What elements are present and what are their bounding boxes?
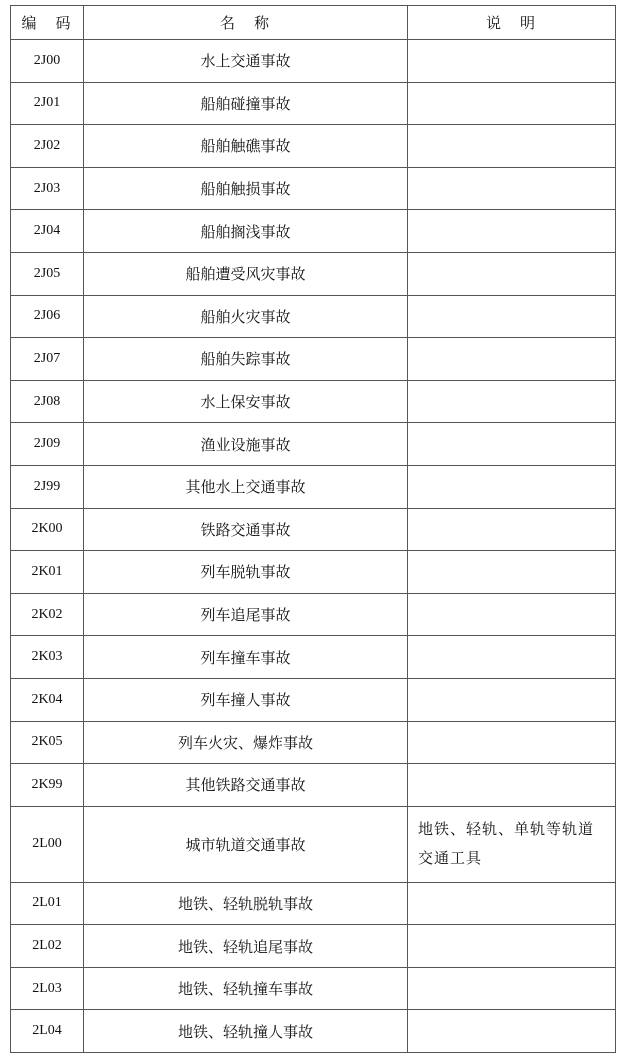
- table-row: [11, 82, 616, 125]
- header-note: 说 明: [408, 6, 616, 40]
- code-cell: 2J02: [11, 125, 84, 168]
- note-cell: [408, 967, 616, 1010]
- name-cell: 列车脱轨事故: [84, 551, 408, 594]
- table-row: [11, 40, 616, 83]
- note-cell: [408, 551, 616, 594]
- table-row: [11, 380, 616, 423]
- note-cell: [408, 210, 616, 253]
- note-cell: [408, 125, 616, 168]
- note-cell: [408, 252, 616, 295]
- table-row: [11, 338, 616, 381]
- table-row: [11, 551, 616, 594]
- accident-code-table: [10, 5, 616, 1053]
- note-cell: [408, 593, 616, 636]
- note-cell: [408, 636, 616, 679]
- name-cell: 船舶搁浅事故: [84, 210, 408, 253]
- code-cell: 2J09: [11, 423, 84, 466]
- table-row: [11, 252, 616, 295]
- code-cell: 2J08: [11, 380, 84, 423]
- code-cell: 2K04: [11, 678, 84, 721]
- code-cell: 2J05: [11, 252, 84, 295]
- table-row: [11, 636, 616, 679]
- code-cell: 2L00: [11, 806, 84, 882]
- code-cell: 2K01: [11, 551, 84, 594]
- note-cell: [408, 338, 616, 381]
- name-cell: 列车火灾、爆炸事故: [84, 721, 408, 764]
- code-cell: 2L01: [11, 882, 84, 925]
- table-row: [11, 593, 616, 636]
- table-row: [11, 882, 616, 925]
- code-cell: 2J99: [11, 465, 84, 508]
- code-cell: 2J01: [11, 82, 84, 125]
- code-cell: 2K03: [11, 636, 84, 679]
- note-cell: [408, 82, 616, 125]
- code-cell: 2L02: [11, 925, 84, 968]
- code-cell: 2K99: [11, 764, 84, 807]
- code-cell: 2K00: [11, 508, 84, 551]
- name-cell: 其他水上交通事故: [84, 465, 408, 508]
- note-cell: [408, 925, 616, 968]
- name-cell: 船舶失踪事故: [84, 338, 408, 381]
- table-row: [11, 125, 616, 168]
- table-row: [11, 678, 616, 721]
- name-cell: 铁路交通事故: [84, 508, 408, 551]
- header-name: 名 称: [84, 6, 408, 40]
- code-cell: 2J04: [11, 210, 84, 253]
- note-cell: [408, 423, 616, 466]
- name-cell: 城市轨道交通事故: [84, 806, 408, 882]
- table-row: [11, 764, 616, 807]
- header-code: 编 码: [11, 6, 84, 40]
- name-cell: 其他铁路交通事故: [84, 764, 408, 807]
- name-cell: 船舶火灾事故: [84, 295, 408, 338]
- code-cell: 2K02: [11, 593, 84, 636]
- name-cell: 船舶触损事故: [84, 167, 408, 210]
- note-cell: [408, 508, 616, 551]
- name-cell: 地铁、轻轨撞人事故: [84, 1010, 408, 1053]
- code-cell: 2J03: [11, 167, 84, 210]
- name-cell: 船舶触礁事故: [84, 125, 408, 168]
- code-cell: 2J00: [11, 40, 84, 83]
- note-cell: [408, 465, 616, 508]
- note-cell: [408, 882, 616, 925]
- table-row: [11, 465, 616, 508]
- table-row: [11, 167, 616, 210]
- note-cell: [408, 167, 616, 210]
- table-row: [11, 295, 616, 338]
- code-cell: 2L04: [11, 1010, 84, 1053]
- name-cell: 船舶遭受风灾事故: [84, 252, 408, 295]
- table-row: [11, 423, 616, 466]
- name-cell: 列车撞车事故: [84, 636, 408, 679]
- note-cell: [408, 1010, 616, 1053]
- code-cell: 2L03: [11, 967, 84, 1010]
- name-cell: 渔业设施事故: [84, 423, 408, 466]
- table-row: [11, 925, 616, 968]
- note-cell: [408, 380, 616, 423]
- table-row: [11, 1010, 616, 1053]
- table-row: [11, 210, 616, 253]
- note-cell: [408, 40, 616, 83]
- code-cell: 2K05: [11, 721, 84, 764]
- name-cell: 列车撞人事故: [84, 678, 408, 721]
- name-cell: 地铁、轻轨追尾事故: [84, 925, 408, 968]
- name-cell: 船舶碰撞事故: [84, 82, 408, 125]
- note-cell: [408, 721, 616, 764]
- name-cell: 地铁、轻轨脱轨事故: [84, 882, 408, 925]
- note-cell: [408, 678, 616, 721]
- name-cell: 地铁、轻轨撞车事故: [84, 967, 408, 1010]
- name-cell: 列车追尾事故: [84, 593, 408, 636]
- table-row: [11, 806, 616, 882]
- table-row: [11, 967, 616, 1010]
- table-header-row: [11, 6, 616, 40]
- name-cell: 水上保安事故: [84, 380, 408, 423]
- table-row: [11, 721, 616, 764]
- note-cell: [408, 295, 616, 338]
- name-cell: 水上交通事故: [84, 40, 408, 83]
- code-cell: 2J06: [11, 295, 84, 338]
- code-cell: 2J07: [11, 338, 84, 381]
- note-cell: 地铁、轻轨、单轨等轨道交通工具: [408, 806, 616, 882]
- table-row: [11, 508, 616, 551]
- note-cell: [408, 764, 616, 807]
